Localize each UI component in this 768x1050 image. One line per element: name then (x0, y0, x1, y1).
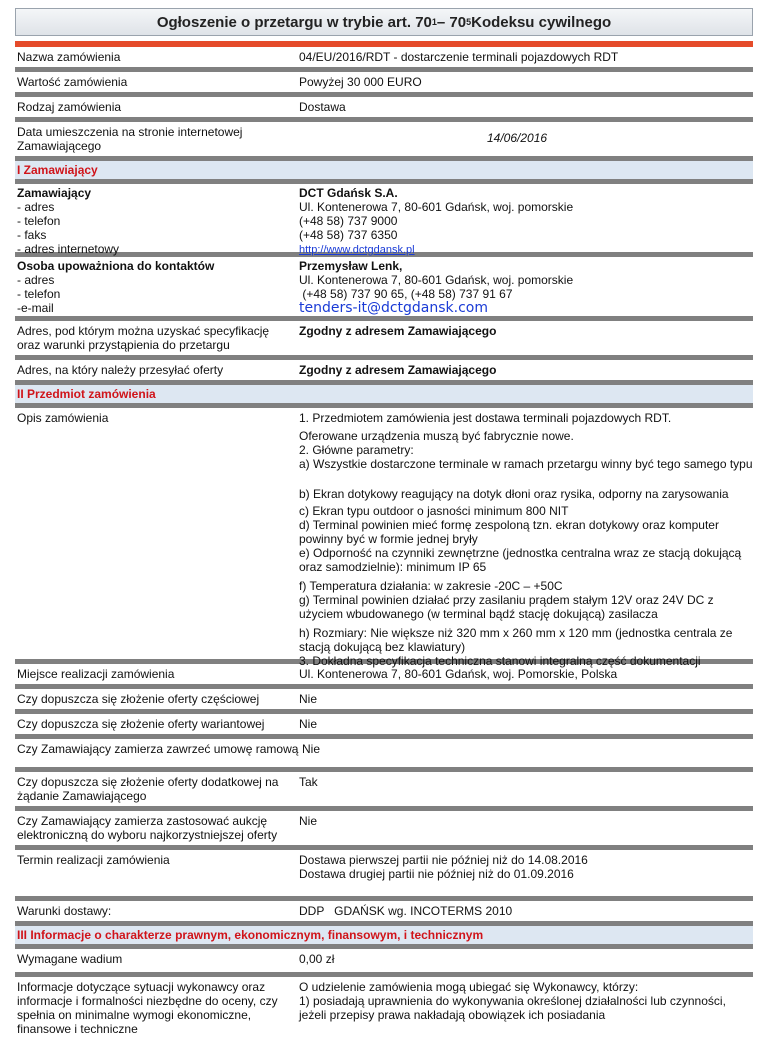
row-value (15, 72, 753, 92)
label: Warunki dostawy: (17, 904, 112, 918)
desc-line: a) Wszystkie dostarczone terminale w ramach przetargu winny być tego samego typu (299, 457, 753, 471)
desc-line: 1. Przedmiotem zamówienia jest dostawa terminali pojazdowych RDT. (299, 411, 672, 425)
title-sup1: 1 (431, 17, 437, 27)
value: Nie (299, 814, 318, 828)
row-additional (15, 772, 753, 806)
title-prefix: Ogłoszenie o przetargu w trybie art. 70 (156, 13, 432, 31)
desc-line: g) Terminal powinien działać przy zasilaniu prądem stałym 12V oraz 24V DC z użyciem wbudowanego (w terminal bądź stację dokującą) zasilacza (299, 593, 714, 621)
label: Data umieszczenia na stronie internetowej Zamawiającego (17, 125, 243, 153)
desc-line: d) Terminal powinien mieć formę zespoloną tzn. ekran dotykowy oraz komputer powinny być w formie jednej bryły (299, 518, 719, 546)
ordering-party-heading: Zamawiający (17, 186, 92, 200)
label: Informacje dotyczące sytuacji wykonawcy oraz informacje i formalności niezbędne do oceny, czy spełnia on minimalne wymogi ekonomiczne, finansowe i techniczne (17, 980, 278, 1036)
desc-line: f) Temperatura działania: w zakresie -20C – +50C (299, 579, 563, 593)
row-date (15, 122, 753, 156)
value: Zgodny z adresem Zamawiającego (299, 363, 497, 377)
row-variant (15, 714, 753, 734)
deadline-line: Dostawa pierwszej partii nie później niż do 14.08.2016 (299, 853, 588, 867)
section-heading-3: III Informacje o charakterze prawnym, ekonomicznym, finansowym, i technicznym (15, 926, 753, 944)
desc-line: Oferowane urządzenia muszą być fabrycznie nowe. (299, 429, 574, 443)
row-name (15, 47, 753, 67)
value: Dostawa (299, 100, 346, 114)
row-spec-address (15, 321, 753, 355)
tender-notice (15, 8, 753, 1050)
label: Termin realizacji zamówienia (17, 853, 170, 867)
contact-block (15, 257, 753, 316)
label-fax: - faks (17, 228, 47, 242)
value: Nie (299, 717, 318, 731)
info-line: 1) posiadają uprawnienia do wykonywania określonej działalności lub czynności, jeżeli przepisy prawa nakładają obowiązek ich posiadania (299, 994, 726, 1022)
value: Nie (302, 742, 321, 756)
label-phone: - telefon (17, 214, 61, 228)
section-heading-2: II Przedmiot zamówienia (15, 385, 753, 403)
row-deposit (15, 949, 753, 972)
contact-name: Przemysław Lenk, (299, 259, 403, 273)
date-value: 14/06/2016 (487, 131, 548, 145)
deadline-line: Dostawa drugiej partii nie później niż do 01.09.2016 (299, 867, 574, 881)
desc-line: 3. Dokładna specyfikacja techniczna stanowi integralną część dokumentacji (299, 654, 701, 668)
label: Wartość zamówienia (17, 75, 128, 89)
label: Czy Zamawiający zamierza zastosować aukcję elektroniczną do wyboru najkorzystniejszej oferty (17, 814, 278, 842)
email-link[interactable]: tenders-it@dctgdansk.com (299, 300, 489, 316)
value: Tak (299, 775, 318, 789)
label: Nazwa zamówienia (17, 50, 121, 64)
company-address: Ul. Kontenerowa 7, 80-601 Gdańsk, woj. pomorskie (299, 200, 574, 214)
ordering-party-block (15, 184, 753, 256)
label: Adres, pod którym można uzyskać specyfikację oraz warunki przystąpienia do przetargu (17, 324, 270, 352)
description-block (15, 408, 753, 668)
desc-line: c) Ekran typu outdoor o jasności minimum 800 NIT (299, 504, 569, 518)
value: Zgodny z adresem Zamawiającego (299, 324, 497, 338)
section-heading-1: I Zamawiający (15, 161, 753, 179)
label-phone: - telefon (17, 287, 61, 301)
contact-address: Ul. Kontenerowa 7, 80-601 Gdańsk, woj. pomorskie (299, 273, 574, 287)
label: Czy dopuszcza się złożenie oferty dodatkowej na żądanie Zamawiającego (17, 775, 279, 803)
company-fax: (+48 58) 737 6350 (299, 228, 398, 242)
row-contractor-info (15, 977, 753, 1050)
value: Ul. Kontenerowa 7, 80-601 Gdańsk, woj. Pomorskie, Polska (299, 667, 618, 681)
label: Adres, na który należy przesyłać oferty (17, 363, 224, 377)
value: DDP GDAŃSK wg. INCOTERMS 2010 (299, 904, 513, 918)
row-framework (15, 739, 753, 767)
desc-line: b) Ekran dotykowy reagujący na dotyk dłoni oraz rysika, odporny na zarysowania (299, 487, 729, 501)
label: Rodzaj zamówienia (17, 100, 122, 114)
label-address: - adres (17, 273, 55, 287)
website-link[interactable]: http://www.dctgdansk.pl (299, 244, 415, 256)
value: Nie (299, 692, 318, 706)
company-name: DCT Gdańsk S.A. (299, 186, 398, 200)
label-email: -e-mail (17, 301, 54, 315)
description-label: Opis zamówienia (17, 411, 109, 425)
company-phone: (+48 58) 737 9000 (299, 214, 398, 228)
label: Czy Zamawiający zamierza zawrzeć umowę ramową (17, 742, 299, 756)
label: Czy dopuszcza się złożenie oferty częściowej (17, 692, 260, 706)
row-place (15, 664, 753, 684)
document-title (15, 8, 753, 36)
title-suffix: Kodeksu cywilnego (471, 13, 612, 31)
title-mid: – 70 (436, 13, 467, 31)
label: Miejsce realizacji zamówienia (17, 667, 175, 681)
desc-line: h) Rozmiary: Nie większe niż 320 mm x 260 mm x 120 mm (jednostka centrala ze stacją dokującą bez klawiatury) (299, 626, 733, 654)
value: 0,00 zł (299, 952, 335, 966)
contact-phone: (+48 58) 737 90 65, (+48 58) 737 91 67 (299, 287, 513, 301)
row-auction (15, 811, 753, 845)
row-delivery-terms (15, 901, 753, 921)
label: Czy dopuszcza się złożenie oferty wariantowej (17, 717, 265, 731)
value: Powyżej 30 000 EURO (299, 75, 422, 89)
row-offer-address (15, 360, 753, 380)
row-deadline (15, 850, 753, 896)
title-sup2: 5 (466, 17, 472, 27)
label-address: - adres (17, 200, 55, 214)
value: 04/EU/2016/RDT - dostarczenie terminali pojazdowych RDT (299, 50, 619, 64)
info-line: O udzielenie zamówienia mogą ubiegać się Wykonawcy, którzy: (299, 980, 639, 994)
desc-line: e) Odporność na czynniki zewnętrzne (jednostka centralna wraz ze stacją dokującą oraz samodzielnie): minimum IP 65 (299, 546, 742, 574)
desc-line: 2. Główne parametry: (299, 443, 414, 457)
contact-heading: Osoba upoważniona do kontaktów (17, 259, 215, 273)
row-type (15, 97, 753, 117)
label: Wymagane wadium (17, 952, 123, 966)
row-partial (15, 689, 753, 709)
label-www: - adres internetowy (17, 242, 120, 256)
